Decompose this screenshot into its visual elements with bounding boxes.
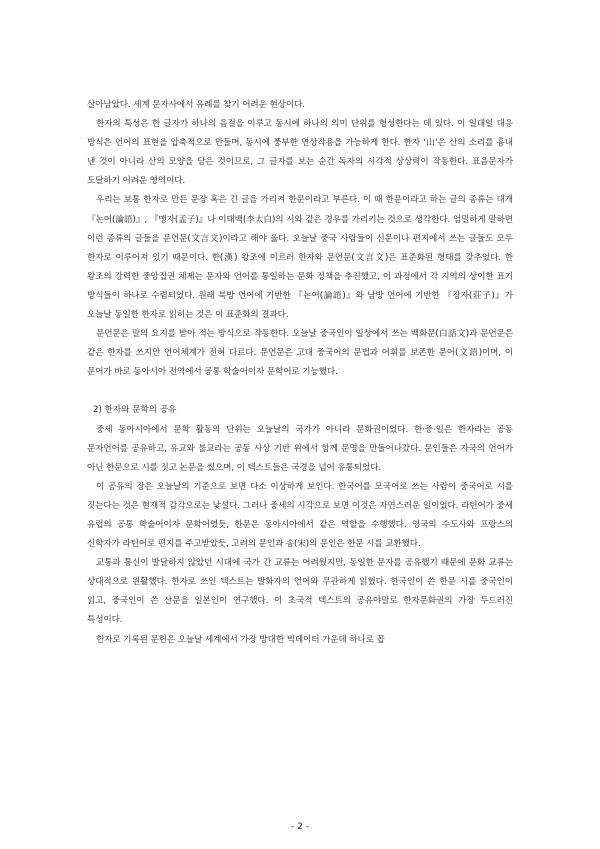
paragraph-cultural-exchange: 교통과 통신이 발달하지 않았던 시대에 국가 간 교류는 어려웠지만, 동일한 문자를 공유했기 때문에 문화 교류는 상대적으로 원활했다. 한자로 쓰인 텍스트는 발화자의 언어와 무관하게 읽혔다. 한국인이 쓴 한문 시를 중국인이 읽고, 중국인이 쓴 산문을 일본인이 연구했다. 이 초국적 텍스트의 공유야말로 한자문화권의 가장 두드러진 특성이다. — [87, 558, 513, 626]
document-body — [87, 96, 513, 650]
paragraph-munonmun: 문언문은 말의 요지를 받아 적는 방식으로 작동한다. 오늘날 중국인이 일상에서 쓰는 백화문(白話文)과 문언문은 같은 한자를 쓰지만 언어체계가 전혀 다르다. 문언문은 고대 중국어의 문법과 어휘를 보존한 문어(文語)이며, 이 문어가 바로 동아시아 전역에서 공통 학술어이자 문학어로 기능했다. — [87, 329, 513, 378]
paragraph-hanmun-definition: 우리는 보통 한자로 만든 문장 혹은 긴 글을 가리켜 한문이라고 부른다. 이 때 한문이라고 하는 글의 종류는 대개 『논어(論語)』, 『맹자(孟子)』나 이태백(李太白)의 시와 같은 경우를 가리키는 것으로 생각한다. 엄밀하게 말하면 이런 종류의 글들을 문언문(文言文)이라고 해야 옳다. 오늘날 중국 사람들이 신문이나 편지에서 쓰는 글들도 모두 한자로 이루어져 있기 때문이다. 한(漢) 왕조에 이르러 한자와 문언문(文言文)은 표준화된 형태를 갖추었다. 한 왕조의 강력한 중앙집권 체제는 문자와 언어를 통일하는 문화 정책을 추진했고, 이 과정에서 각 지역의 상이한 표기 방식들이 하나로 수렴되었다. 원래 북방 언어에 기반한 『논어(論語)』와 남방 언어에 기반한 『장자(莊子)』가 오늘날 동일한 한자로 읽히는 것은 이 표준화의 결과다. — [87, 195, 513, 321]
page-number: - 2 - — [291, 822, 309, 832]
paragraph-cultural-sphere: 중세 동아시아에서 문학 활동의 단위는 오늘날의 국가가 아니라 문화권이었다. 한·중·일은 한자라는 공동 문자언어를 공유하고, 유교와 불교라는 공동 사상 기반 위에서 함께 문명을 만들어나갔다. 문인들은 자국의 언어가 아닌 한문으로 시를 짓고 논문을 썼으며, 이 텍스트들은 국경을 넘어 유통되었다. — [87, 424, 513, 473]
paragraph-continuation: 살아남았다. 세계 문자사에서 유례를 찾기 어려운 현상이다. — [87, 100, 305, 110]
paragraph-latin-comparison: 이 공유의 장은 오늘날의 기준으로 보면 다소 이상하게 보인다. 한국어를 모국어로 쓰는 사람이 중국어로 시를 짓는다는 것은 현재적 감각으로는 낯설다. 그러나 중세의 시각으로 보면 이것은 자연스러운 일이었다. 라틴어가 중세 유럽의 공통 학술어이자 문학어였듯, 한문은 동아시아에서 같은 역할을 수행했다. 영국의 수도사와 프랑스의 신학자가 라틴어로 편지를 주고받았듯, 고려의 문인과 송(宋)의 문인은 한문 시를 교환했다. — [87, 481, 513, 550]
paragraph-big-data: 한자로 기록된 문헌은 오늘날 세계에서 가장 방대한 빅데이터 가운데 하나로 꼽 — [96, 634, 385, 645]
section-gap — [87, 382, 513, 401]
paragraph-hanja-characteristics: 한자의 특성은 한 글자가 하나의 음절을 이루고 동시에 하나의 의미 단위를 형성한다는 데 있다. 이 일대일 대응 방식은 언어의 표현을 압축적으로 만들며, 동시에 풍부한 연상작용을 가능하게 한다. 한자 '山'은 산의 소리를 흉내 낸 것이 아니라 산의 모양을 담은 것이므로, 그 글자를 보는 순간 독자의 시각적 상상력이 작동한다. 표음문자가 도달하기 어려운 영역이다. — [87, 119, 513, 187]
section-heading: 2) 한자와 문학의 공유 — [93, 405, 177, 416]
